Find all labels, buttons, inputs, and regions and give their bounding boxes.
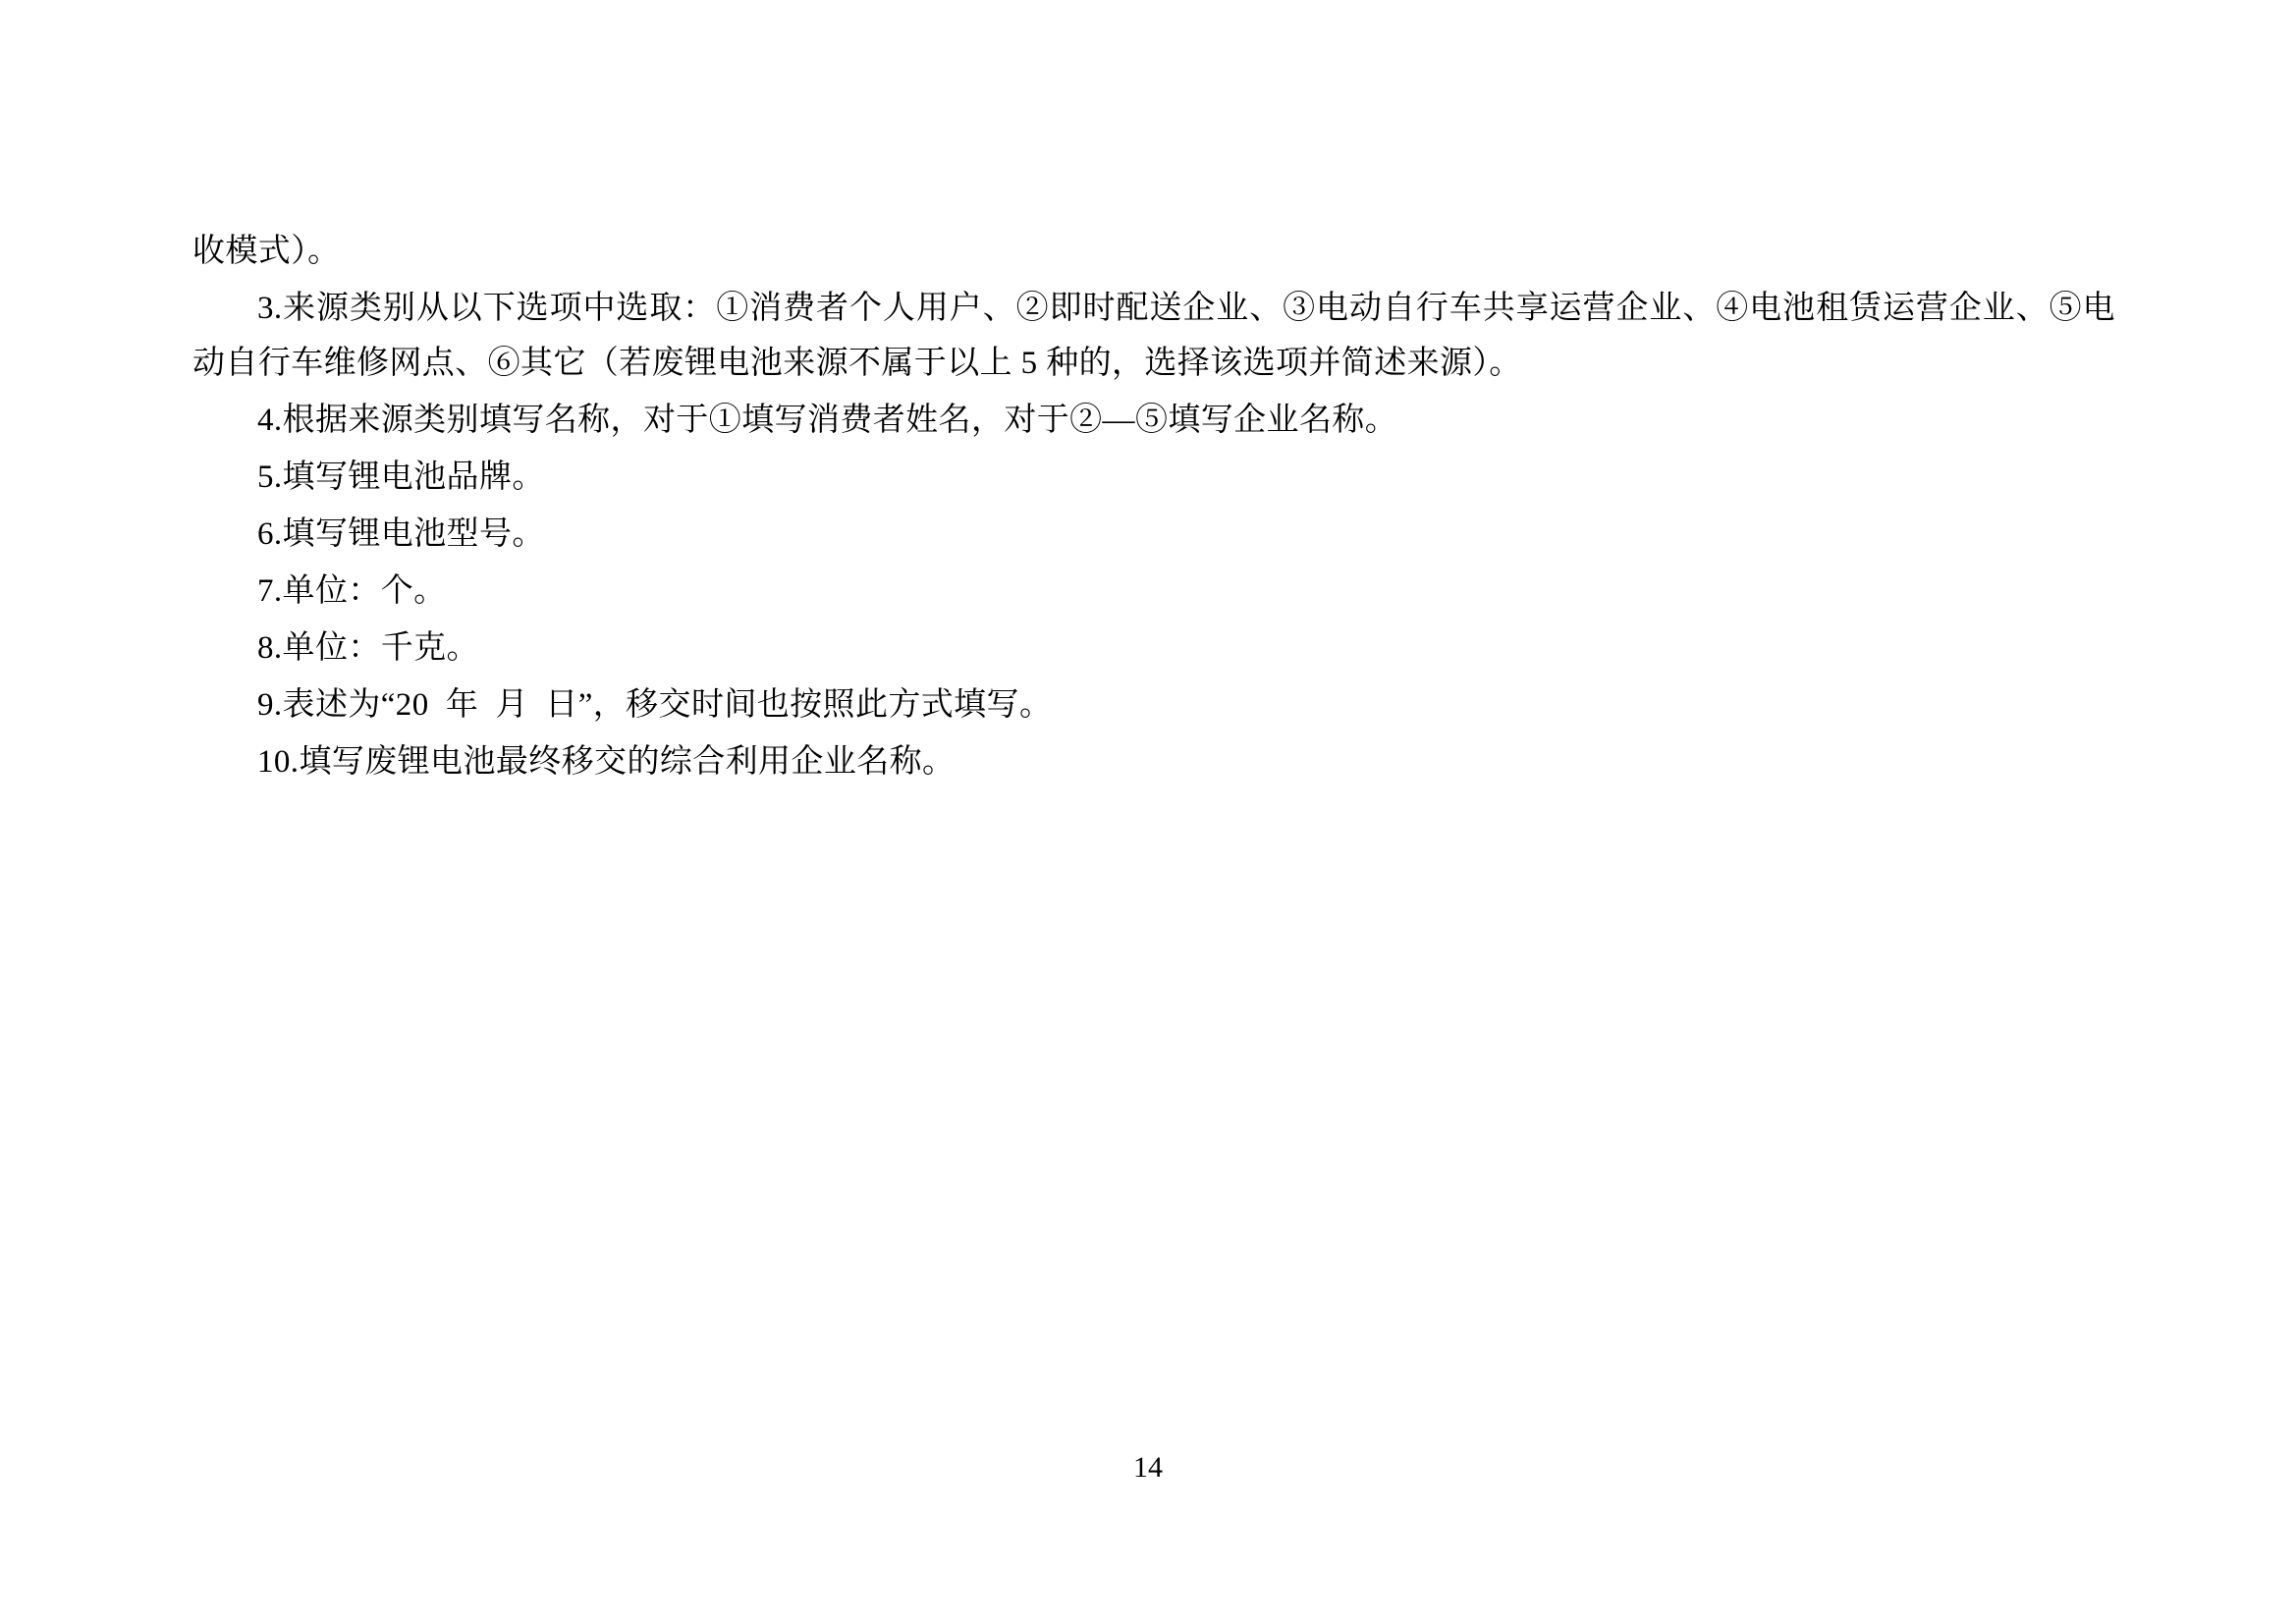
paragraph-note-10: 10.填写废锂电池最终移交的综合利用企业名称。 [257, 744, 956, 780]
page-number: 14 [1133, 1451, 1163, 1484]
page-body [192, 224, 2115, 791]
paragraph-note-5: 5.填写锂电池品牌。 [257, 460, 545, 495]
paragraph-note-8: 8.单位：千克。 [257, 630, 479, 666]
paragraph-note-9: 9.表述为“20 年 月 日”，移交时间也按照此方式填写。 [257, 687, 1053, 723]
paragraph-continuation: 收模式）。 [192, 234, 341, 269]
paragraph-note-3: 3.来源类别从以下选项中选取：①消费者个人用户、②即时配送企业、③电动自行车共享运营企业、④电池租赁运营企业、⑤电动自行车维修网点、⑥其它（若废锂电池来源不属于以上 5 种的，选择该选项并简述来源）。 [192, 291, 2115, 381]
paragraph-note-4: 4.根据来源类别填写名称，对于①填写消费者姓名，对于②—⑤填写企业名称。 [257, 403, 1398, 438]
paragraph-note-6: 6.填写锂电池型号。 [257, 516, 545, 552]
paragraph-note-7: 7.单位：个。 [257, 573, 447, 609]
